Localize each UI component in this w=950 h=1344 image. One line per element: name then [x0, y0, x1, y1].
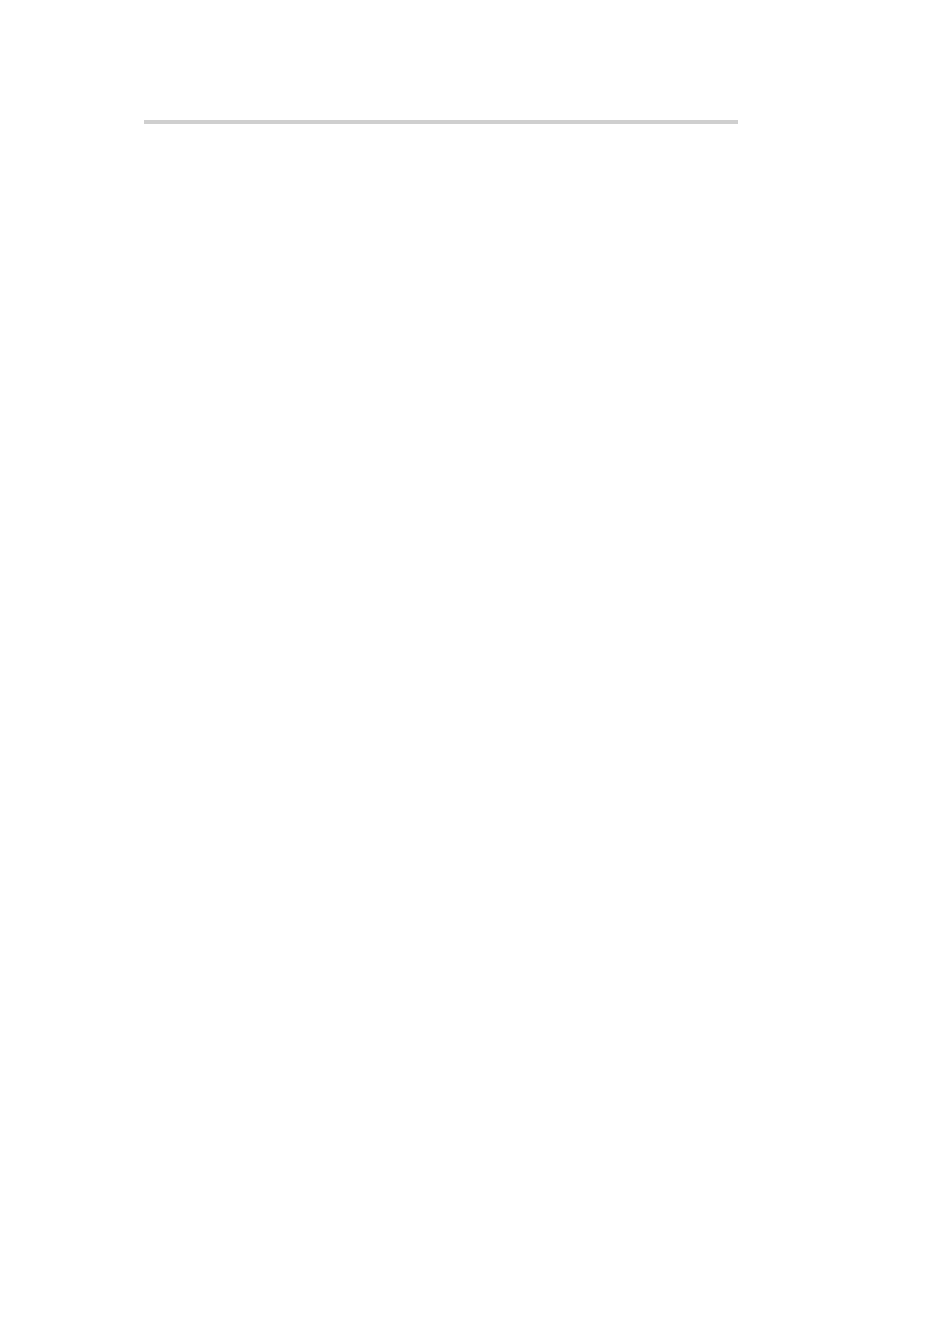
memory-archive-table [144, 120, 738, 124]
document-page [144, 118, 824, 128]
